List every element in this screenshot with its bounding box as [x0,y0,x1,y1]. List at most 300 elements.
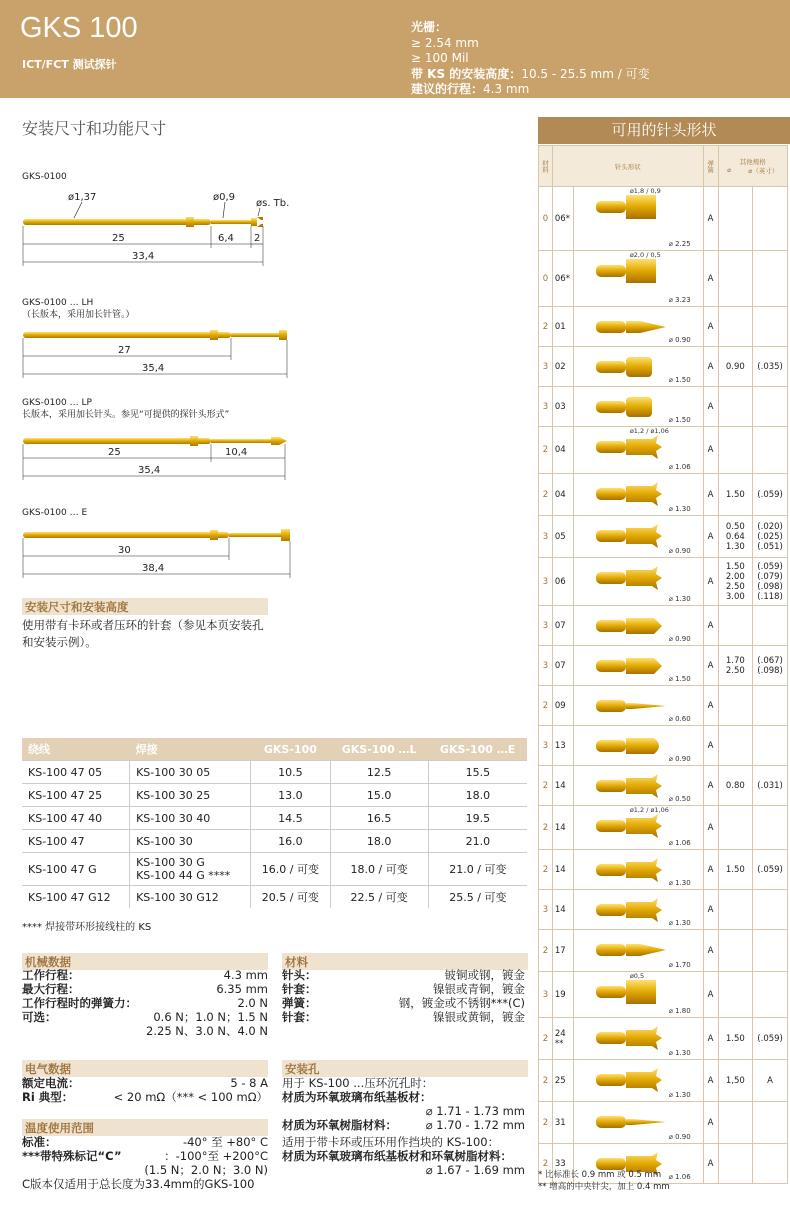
table-cell: KS-100 47 [22,830,130,853]
table-cell: 18.0 [428,784,527,807]
material-code: 3 [539,387,553,427]
tip-code: 01 [552,307,573,347]
dim-label: 38,4 [142,563,165,574]
other-dia-in [753,427,788,474]
tip-diameter: ⌀ 1.30 [668,879,691,887]
tip-crown-icon [588,1022,678,1054]
tip-needle-icon [588,1106,678,1138]
spec-line: ≥ 100 Mil [411,51,469,65]
other-dia-in: (.059) [753,1018,788,1060]
tip-shape-row [539,1060,788,1102]
other-dia-in: (.035) [753,347,788,387]
tip-shape-row [539,972,788,1018]
electrical-band: 电气数据 [22,1060,268,1077]
tip-shape-image [573,474,703,516]
mounting-band: 安装尺寸和安装高度 [22,598,268,615]
tip-shape-row [539,606,788,646]
tip-chisel-icon [588,650,678,682]
tip-shape-image [573,307,703,347]
header-specs [411,20,650,98]
electrical-list: 额定电流： 5 - 8 A Ri 典型： < 20 mΩ（*** < 100 mΩ） [22,1076,268,1104]
tip-shape-row [539,890,788,930]
spring-code: A [703,474,718,516]
tip-cup-icon [588,391,678,423]
other-dia-mm: 0.50 0.64 1.30 [718,516,753,558]
tip-diameter: ⌀ 1.30 [668,505,691,513]
other-dia-mm [718,1102,753,1144]
table-cell: KS-100 47 40 [22,807,130,830]
tip-crown-icon [588,478,678,510]
tip-shape-row [539,766,788,806]
other-dia-mm [718,606,753,646]
tip-round-icon [588,730,678,762]
table-row [22,761,527,784]
tip-shape-row [539,726,788,766]
tip-shape-row [539,347,788,387]
tip-shape-image [573,972,703,1018]
tip-diameter: ⌀ 1.30 [668,919,691,927]
dim-label: 25 [108,447,121,458]
material-code: 2 [539,1102,553,1144]
table-cell: 16.5 [330,807,428,830]
col-header: 材料 [539,146,553,187]
spring-code: A [703,558,718,606]
material-code: 3 [539,558,553,606]
table-cell: KS-100 30 G KS-100 44 G **** [130,853,251,886]
tip-footnotes: * 比标准长 0.9 mm 或 0.5 mm ** 增高的中央针尖，加上 0.4 mm [538,1170,670,1192]
spring-code: A [703,766,718,806]
tip-code: 14 [552,890,573,930]
tip-diameter: ⌀ 1.30 [668,1049,691,1057]
tip-shape-row [539,850,788,890]
tip-crown-wide-icon [588,976,678,1008]
drawing-label: GKS-0100 … LH （长版本，采用加长针管。） [22,298,135,320]
material-code: 2 [539,1060,553,1102]
tip-shape-row [539,187,788,251]
tip-crown-icon [588,854,678,886]
probe-drawing-standard [20,188,295,268]
tip-code: 07 [552,606,573,646]
tip-shape-image [573,558,703,606]
spring-code: A [703,516,718,558]
tip-code: 07 [552,646,573,686]
table-footnote: **** 焊接带环形接线柱的 KS [22,922,152,933]
tip-shape-row [539,806,788,850]
other-dia-in: (.059) (.079) (.098) (.118) [753,558,788,606]
table-cell: KS-100 47 05 [22,761,130,784]
other-dia-mm [718,806,753,850]
tip-crown-icon [588,562,678,594]
other-dia-mm [718,1144,753,1184]
table-cell: 20.5 / 可变 [251,886,330,909]
tip-shape-row [539,307,788,347]
other-dia-in [753,187,788,251]
other-dia-mm: 1,50 [718,1060,753,1102]
tip-shape-row [539,474,788,516]
table-cell: 19.5 [428,807,527,830]
table-cell: KS-100 30 40 [130,807,251,830]
other-dia-mm [718,251,753,307]
tip-shape-image [573,1102,703,1144]
mounting-holes-band: 安装孔 [282,1060,528,1077]
tip-diameter: ⌀ 2.25 [668,240,691,248]
material-code: 3 [539,606,553,646]
other-dia-in [753,686,788,726]
col-header: GKS-100 …E [428,738,527,761]
tip-code: 06* [552,187,573,251]
spec-line: ≥ 2.54 mm [411,35,479,50]
table-cell: 18.0 / 可变 [330,853,428,886]
spring-code: A [703,726,718,766]
other-dia-mm [718,890,753,930]
col-header: 绕线 [22,738,130,761]
dim-label: 6,4 [218,233,234,244]
tip-diameter: ⌀ 0.50 [668,795,691,803]
material-code: 3 [539,890,553,930]
tip-diameter: ⌀ 3.23 [668,296,691,304]
tip-diameter: ⌀ 0.90 [668,755,691,763]
other-dia-mm: 0.80 [718,766,753,806]
table-cell: KS-100 47 25 [22,784,130,807]
tip-shape-row [539,251,788,307]
tip-diameter: ⌀ 0.90 [668,635,691,643]
tip-code: 17 [552,930,573,972]
col-header: 焊接 [130,738,251,761]
tip-diameter: ⌀ 1.06 [668,839,691,847]
tip-diameter: ⌀ 0.90 [668,1133,691,1141]
tip-dim-label: ø1,2 / ø1,06 [629,806,669,814]
other-dia-mm: 1.50 [718,1018,753,1060]
tip-crown-icon [588,894,678,926]
tip-code: 13 [552,726,573,766]
tip-shape-row [539,387,788,427]
tip-code: 31 [552,1102,573,1144]
table-row [22,886,527,909]
table-row [22,807,527,830]
tip-shape-image [573,516,703,558]
tip-shape-row [539,516,788,558]
other-dia-in [753,726,788,766]
tip-shape-image [573,187,703,251]
dim-label: 10,4 [225,447,248,458]
tip-shape-row [539,1018,788,1060]
other-dia-mm: 1.50 [718,474,753,516]
other-dia-in [753,1102,788,1144]
tip-cone-icon [588,311,678,343]
other-dia-in [753,307,788,347]
dim-label: 2 [254,233,261,244]
tip-crown-icon [588,1064,678,1096]
spring-code: A [703,387,718,427]
tip-diameter: ⌀ 1.80 [668,1007,691,1015]
table-cell: 18.0 [330,830,428,853]
spring-code: A [703,806,718,850]
spring-code: A [703,686,718,726]
table-cell: 21.0 / 可变 [428,853,527,886]
tip-crown-wide-icon [588,191,678,223]
other-dia-in [753,1144,788,1184]
table-row [22,853,527,886]
table-cell: 21.0 [428,830,527,853]
table-cell: KS-100 30 25 [130,784,251,807]
col-header: 针头形状 [552,146,703,187]
table-cell: KS-100 47 G [22,853,130,886]
materials-band: 材料 [282,953,528,970]
dim-label: 35,4 [142,363,165,374]
other-dia-mm [718,427,753,474]
tip-code: 06* [552,251,573,307]
table-cell: 22.5 / 可变 [330,886,428,909]
table-cell: KS-100 47 G12 [22,886,130,909]
spring-code: A [703,427,718,474]
tip-code: 04 [552,474,573,516]
tip-shape-row [539,427,788,474]
tip-shape-row [539,558,788,606]
table-cell: 13.0 [251,784,330,807]
other-dia-mm [718,930,753,972]
tip-diameter: ⌀ 1.50 [668,675,691,683]
dim-label: 27 [118,345,131,356]
drawing-label: GKS-0100 … E [22,508,88,518]
tip-code: 09 [552,686,573,726]
other-dia-in [753,806,788,850]
tip-crown-icon [588,810,678,842]
material-code: 2 [539,474,553,516]
tip-cup-icon [588,351,678,383]
mechanical-list: 工作行程： 4.3 mm 最大行程： 6.35 mm 工作行程时的弹簧力： 2.0 N 可选： 0.6 N；1.0 N；1.5 N 2.25 N、3.0 N、4.0 N [22,968,268,1038]
tip-shape-image [573,930,703,972]
spring-code: A [703,850,718,890]
other-dia-in: (.020) (.025) (.051) [753,516,788,558]
material-code: 3 [539,726,553,766]
tip-diameter: ⌀ 1.06 [668,463,691,471]
mounting-text: 使用带有卡环或者压环的针套（参见本页安装孔和安装示例）。 [22,618,264,649]
material-code: 2 [539,850,553,890]
product-title: GKS 100 [20,12,138,44]
mounting-holes-list: 用于 KS-100 ...压环沉孔时： 材质为环氧玻璃布纸基板材： ⌀ 1.71 - 1.73 mm 材质为环氧树脂材料： ⌀ 1.70 - 1.72 mm 适用于带卡环或压环用作挡块的 KS-100： 材质为环氧玻璃布纸基板材和环氧树脂材料： ⌀ 1.67 - 1.69 mm [282,1076,525,1177]
dim-label: 25 [112,233,125,244]
material-code: 2 [539,307,553,347]
tip-diameter: ⌀ 1.30 [668,1091,691,1099]
tip-code: 25 [552,1060,573,1102]
other-dia-mm [718,307,753,347]
tip-code: 24 ** [552,1018,573,1060]
tip-dim-label: ø0,5 [629,972,645,980]
tip-code: 04 [552,427,573,474]
spring-code: A [703,930,718,972]
tip-shapes-table [538,145,788,1184]
tip-shape-row [539,930,788,972]
tip-code: 05 [552,516,573,558]
tip-shape-row [539,686,788,726]
tip-code: 14 [552,766,573,806]
dim-label: ø0,9 [213,192,236,203]
drawing-label: GKS-0100 [22,172,67,182]
col-header: GKS-100 …L [330,738,428,761]
material-code: 2 [539,930,553,972]
material-code: 2 [539,1018,553,1060]
tip-crown-icon [588,520,678,552]
spring-code: A [703,307,718,347]
spring-code: A [703,606,718,646]
tip-shape-image [573,606,703,646]
other-dia-in [753,890,788,930]
tip-diameter: ⌀ 1.30 [668,595,691,603]
spring-code: A [703,1144,718,1184]
tip-diameter: ⌀ 1.50 [668,376,691,384]
spring-code: A [703,1102,718,1144]
probe-drawing-e [20,522,310,582]
other-dia-mm: 1.50 2.00 2.50 3.00 [718,558,753,606]
material-code: 2 [539,427,553,474]
tip-shape-image [573,806,703,850]
tip-code: 06 [552,558,573,606]
dim-label: øs. Tb. [256,198,290,209]
table-cell: KS-100 30 [130,830,251,853]
spring-code: A [703,972,718,1018]
other-dia-in: (.031) [753,766,788,806]
table-cell: 15.5 [428,761,527,784]
tip-dim-label: ø1,8 / 0,9 [629,187,661,195]
tip-shape-row [539,1102,788,1144]
spring-code: A [703,251,718,307]
other-dia-in [753,251,788,307]
table-cell: 25.5 / 可变 [428,886,527,909]
probe-drawing-lh [20,322,295,382]
mounting-height-table [22,738,527,908]
dim-label: ø1,37 [68,192,97,203]
dim-label: 35,4 [138,465,161,476]
tip-code: 02 [552,347,573,387]
temperature-list: 标准： -40° 至 +80° C ***带特殊标记“C” ：-100°至 +200°C (1.5 N；2.0 N；3.0 N) C版本仅适用于总长度为33.4mm的GKS-100 [22,1135,268,1191]
material-code: 3 [539,347,553,387]
spring-code: A [703,347,718,387]
tip-shape-image [573,387,703,427]
tip-diameter: ⌀ 0.90 [668,547,691,555]
tip-diameter: ⌀ 0.60 [668,715,691,723]
tip-shape-image [573,646,703,686]
col-header: 其他规格 ⌀ ⌀（英寸） [718,146,787,187]
tip-shape-image [573,686,703,726]
other-dia-mm: 0.90 [718,347,753,387]
tip-crown-icon [588,431,678,463]
tip-shape-image [573,726,703,766]
material-code: 3 [539,646,553,686]
tip-shapes-title: 可用的针头形状 [538,117,790,144]
tip-code: 14 [552,806,573,850]
col-header: 弹簧 [703,146,718,187]
dim-label: 30 [118,545,131,556]
other-dia-in [753,606,788,646]
tip-shape-image [573,427,703,474]
other-dia-mm [718,972,753,1018]
tip-shape-image [573,1018,703,1060]
other-dia-in [753,972,788,1018]
spec-line: 光栅： [411,20,448,34]
tip-crown-icon [588,770,678,802]
table-cell: 15.0 [330,784,428,807]
spec-line: 建议的行程：4.3 mm [411,82,530,96]
mechanical-band: 机械数据 [22,953,268,970]
table-cell: 10.5 [251,761,330,784]
table-cell: 16.0 [251,830,330,853]
spring-code: A [703,646,718,686]
tip-crown-wide-icon [588,255,678,287]
col-header: GKS-100 [251,738,330,761]
other-dia-mm [718,726,753,766]
tip-chisel-icon [588,610,678,642]
other-dia-in [753,387,788,427]
tip-cone-icon [588,934,678,966]
tip-diameter: ⌀ 1.50 [668,416,691,424]
table-row [22,830,527,853]
other-dia-mm [718,387,753,427]
table-cell: KS-100 30 05 [130,761,251,784]
table-cell: 16.0 / 可变 [251,853,330,886]
material-code: 2 [539,806,553,850]
table-cell: 14.5 [251,807,330,830]
drawing-label: GKS-0100 … LP 长版本，采用加长针头。参见“可提供的探针头形式” [22,398,230,420]
material-code: 2 [539,766,553,806]
dim-label: 33,4 [132,251,155,262]
other-dia-mm [718,686,753,726]
tip-needle-icon [588,690,678,722]
section-title: 安装尺寸和功能尺寸 [22,119,167,138]
other-dia-in: A [753,1060,788,1102]
other-dia-mm: 1.70 2.50 [718,646,753,686]
spring-code: A [703,1060,718,1102]
probe-drawing-lp [20,430,295,490]
tip-code: 03 [552,387,573,427]
material-code: 0 [539,187,553,251]
other-dia-in [753,930,788,972]
tip-diameter: ⌀ 1.70 [668,961,691,969]
table-cell: KS-100 30 G12 [130,886,251,909]
tip-dim-label: ø1,2 / ø1,06 [629,427,669,435]
product-subtitle: ICT/FCT 测试探针 [22,58,117,71]
table-row [22,784,527,807]
table-cell: 12.5 [330,761,428,784]
other-dia-in: (.067) (.098) [753,646,788,686]
tip-code: 33 [552,1144,573,1184]
other-dia-in: (.059) [753,850,788,890]
other-dia-mm: 1.50 [718,850,753,890]
tip-shape-row [539,646,788,686]
tip-diameter: ⌀ 0.90 [668,336,691,344]
material-code: 2 [539,686,553,726]
other-dia-mm [718,187,753,251]
tip-diameter: ⌀ 1.06 [668,1173,691,1181]
other-dia-in: (.059) [753,474,788,516]
tip-shape-image [573,766,703,806]
tip-shape-image [573,251,703,307]
material-code: 0 [539,251,553,307]
spec-line: 带 KS 的安装高度：10.5 - 25.5 mm / 可变 [411,66,650,81]
material-code: 3 [539,516,553,558]
material-code: 3 [539,972,553,1018]
tip-code: 19 [552,972,573,1018]
tip-shape-image [573,347,703,387]
materials-list: 针头： 铍铜或钢，镀金 针套： 镍银或青铜，镀金 弹簧： 钢，镀金或不锈钢***(C) 针套： 镍银或黄铜，镀金 [282,968,525,1024]
tip-shape-image [573,1060,703,1102]
temperature-band: 温度使用范围 [22,1119,268,1136]
material-code: 2 [539,1144,553,1184]
spring-code: A [703,1018,718,1060]
tip-dim-label: ø2,0 / 0,5 [629,251,661,259]
tip-shape-image [573,850,703,890]
spring-code: A [703,890,718,930]
spring-code: A [703,187,718,251]
